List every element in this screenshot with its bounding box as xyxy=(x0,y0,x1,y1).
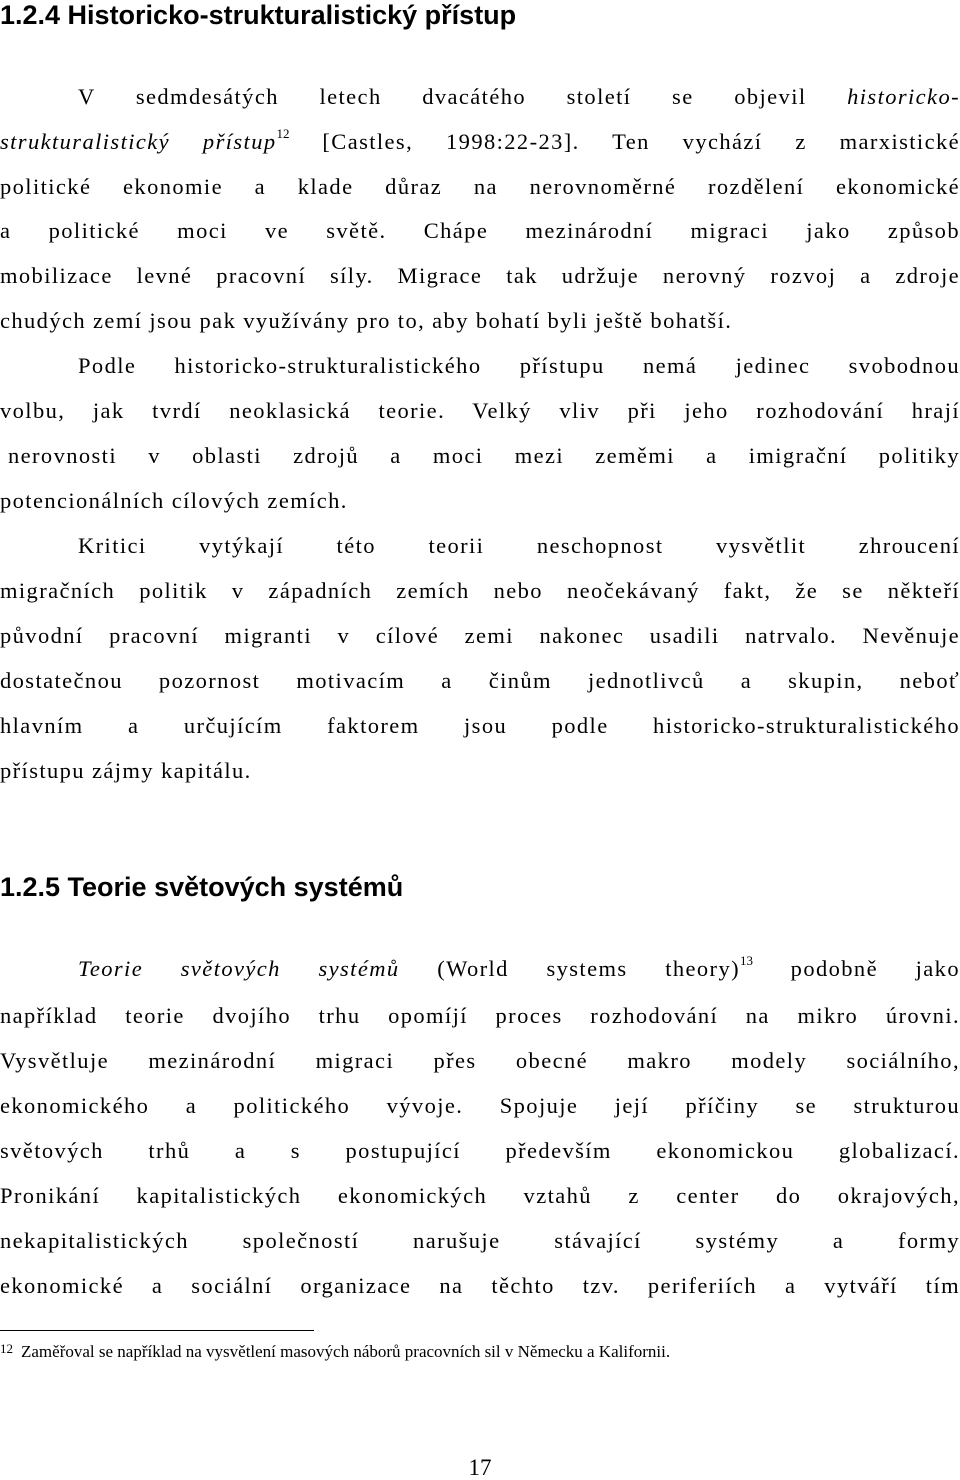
page-number: 17 xyxy=(0,1456,960,1479)
section-heading-1-2-5: 1.2.5 Teorie světových systémů xyxy=(0,874,403,901)
paragraph-line: přístupu zájmy kapitálu. xyxy=(0,760,960,783)
text-run: podobně jako xyxy=(753,956,960,981)
paragraph-line: například teorie dvojího trhu opomíjí proces rozhodování na mikro úrovni. xyxy=(0,1005,960,1028)
paragraph-line: mobilizace levné pracovní síly. Migrace tak udržuje nerovný rozvoj a zdroje xyxy=(0,265,960,288)
paragraph-line: a politické moci ve světě. Chápe mezinárodní migraci jako způsob xyxy=(0,220,960,243)
paragraph-line: nerovnosti v oblasti zdrojů a moci mezi zeměmi a imigrační politiky xyxy=(0,445,960,468)
footnote-ref: 13 xyxy=(740,953,753,968)
footnote-separator xyxy=(0,1330,314,1331)
italic-term: Teorie světových systémů xyxy=(78,956,400,981)
paragraph-line: Pronikání kapitalistických ekonomických vztahů z center do okrajových, xyxy=(0,1185,960,1208)
paragraph-line: chudých zemí jsou pak využívány pro to, aby bohatí byli ještě bohatší. xyxy=(0,310,960,333)
text-run: [Castles, 1998:22-23]. Ten vychází z marxistické xyxy=(290,129,960,154)
footnote-text: Zaměřoval se například na vysvětlení masových náborů pracovních sil v Německu a Kalifornii. xyxy=(21,1342,670,1361)
paragraph-line: politické ekonomie a klade důraz na nerovnoměrné rozdělení ekonomické xyxy=(0,176,960,199)
italic-term: strukturalistický přístup xyxy=(0,129,277,154)
paragraph-line: původní pracovní migranti v cílové zemi nakonec usadili natrvalo. Nevěnuje xyxy=(0,625,960,648)
paragraph-line: světových trhů a s postupující především ekonomickou globalizací. xyxy=(0,1140,960,1163)
text-run: (World systems theory) xyxy=(400,956,740,981)
text-run: V sedmdesátých letech dvacátého století se objevil xyxy=(78,84,847,109)
paragraph-line: Kritici vytýkají této teorii neschopnost vysvětlit zhroucení xyxy=(0,535,960,558)
paragraph-line: volbu, jak tvrdí neoklasická teorie. Velký vliv při jeho rozhodování hrají xyxy=(0,400,960,423)
footnote-number: 12 xyxy=(0,1341,13,1356)
paragraph-line xyxy=(0,131,960,154)
italic-term: historicko- xyxy=(847,84,960,109)
paragraph-line: dostatečnou pozornost motivacím a činům jednotlivců a skupin, neboť xyxy=(0,670,960,693)
paragraph-line xyxy=(0,958,960,981)
footnote-ref: 12 xyxy=(277,126,290,141)
footnote xyxy=(0,1343,960,1360)
paragraph-line: ekonomické a sociální organizace na těchto tzv. periferiích a vytváří tím xyxy=(0,1275,960,1298)
paragraph-line: migračních politik v západních zemích nebo neočekávaný fakt, že se někteří xyxy=(0,580,960,603)
paragraph-line: hlavním a určujícím faktorem jsou podle historicko-strukturalistického xyxy=(0,715,960,738)
paragraph-line: nekapitalistických společností narušuje stávající systémy a formy xyxy=(0,1230,960,1253)
paragraph-line: Vysvětluje mezinárodní migraci přes obecné makro modely sociálního, xyxy=(0,1050,960,1073)
paragraph-line: potencionálních cílových zemích. xyxy=(0,490,960,513)
section-heading-1-2-4: 1.2.4 Historicko-strukturalistický přístup xyxy=(0,2,516,29)
paragraph-line: ekonomického a politického vývoje. Spojuje její příčiny se strukturou xyxy=(0,1095,960,1118)
paragraph-line: Podle historicko-strukturalistického přístupu nemá jedinec svobodnou xyxy=(0,355,960,378)
paragraph-line xyxy=(0,86,960,109)
